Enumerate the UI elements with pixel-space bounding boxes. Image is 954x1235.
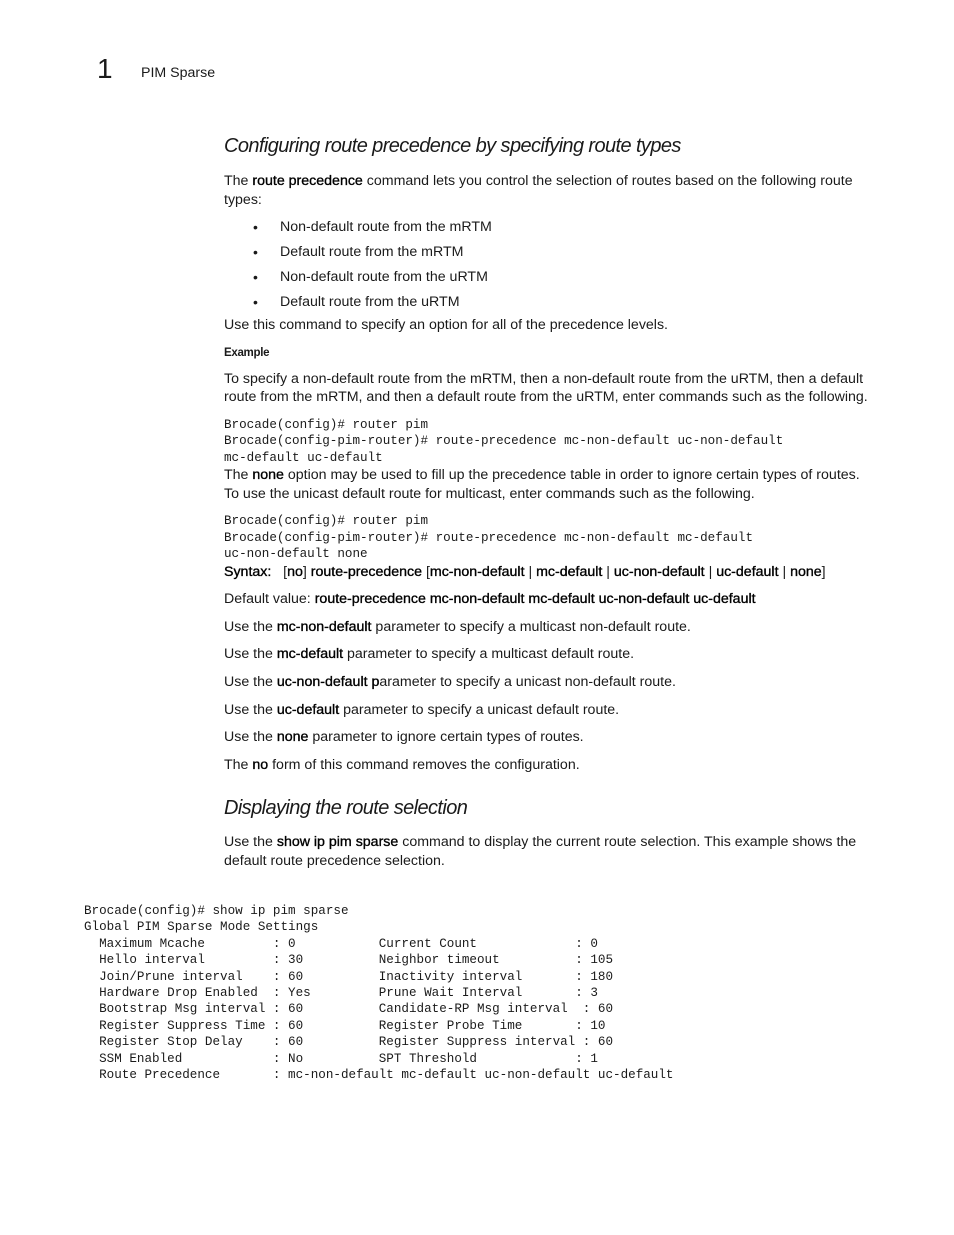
none-option-paragraph: The none option may be used to fill up the precedence table in order to ignore certain types of routes. To use the unicast default route for multicast, enter commands such as the following. bbox=[224, 467, 860, 502]
command-keyword: route precedence bbox=[252, 173, 363, 189]
main-content bbox=[224, 133, 874, 871]
code-block-show-ip-pim-sparse: Brocade(config)# show ip pim sparse Global PIM Sparse Mode Settings Maximum Mcache : 0 Current Count : 0 Hello interval : 30 Neighbor timeout : 105 Join/Prune interval : 60 Inactivity interval : 180 Hardware Drop Enabled : Yes Prune Wait Interval : 3 Bootstrap Msg interval : 60 Candidate-RP Msg interval : 60 Register Suppress Time : 60 Register Probe Time : 10 Register Stop Delay : 60 Register Suppress interval : 60 SSM Enabled : No SPT Threshold : 1 Route Precedence : mc-non-default mc-default uc-non-default uc-default bbox=[84, 904, 674, 1083]
display-paragraph: Use the show ip pim sparse command to display the current route selection. This example shows the default route precedence selection. bbox=[224, 834, 857, 869]
usage-paragraph: Use this command to specify an option for all of the precedence levels. bbox=[224, 317, 668, 334]
parameter-paragraph: Use the uc-default parameter to specify a unicast default route. bbox=[224, 701, 620, 718]
list-item: • Default route from the mRTM bbox=[224, 243, 874, 262]
command-keyword: show ip pim sparse bbox=[276, 834, 399, 851]
example-paragraph: To specify a non-default route from the mRTM, then a non-default route from the uRTM, then a default route from the mRTM, and then a default route from the uRTM, enter commands such as the following. bbox=[224, 370, 868, 406]
parameter-paragraph: Use the uc-non-default parameter to specify a unicast non-default route. bbox=[224, 673, 676, 690]
list-item: • Default route from the uRTM bbox=[224, 293, 874, 312]
code-block-route-precedence-none: Brocade(config)# router pim Brocade(config-pim-router)# route-precedence mc-non-default mc-default uc-non-default none bbox=[224, 514, 754, 562]
section-heading-display-route-selection: Displaying the route selection bbox=[224, 797, 468, 820]
parameter-paragraph: The no form of this command removes the configuration. bbox=[224, 756, 580, 773]
code-block-route-precedence: Brocade(config)# router pim Brocade(config-pim-router)# route-precedence mc-non-default uc-non-default mc-default uc-default bbox=[224, 417, 784, 465]
default-value-line: Default value: route-precedence mc-non-default mc-default uc-non-default uc-default bbox=[224, 591, 756, 608]
example-label: Example bbox=[224, 346, 270, 359]
list-item: • Non-default route from the uRTM bbox=[224, 268, 874, 287]
command-keyword: none bbox=[252, 467, 284, 484]
chapter-number: 1 bbox=[97, 53, 113, 84]
syntax-line: Syntax: [no] route-precedence [mc-non-default | mc-default | uc-non-default | uc-default | none] bbox=[224, 563, 826, 580]
syntax-label: Syntax: bbox=[224, 563, 272, 580]
section-heading-route-precedence: Configuring route precedence by specifying route types bbox=[224, 135, 681, 157]
intro-paragraph: The route precedence command lets you control the selection of routes based on the following route types: bbox=[224, 173, 853, 208]
list-item: • Non-default route from the mRTM bbox=[224, 218, 874, 237]
parameter-paragraph: Use the mc-default parameter to specify a multicast default route. bbox=[224, 646, 635, 663]
default-value: route-precedence mc-non-default mc-default uc-non-default uc-default bbox=[314, 591, 756, 608]
running-header-section: PIM Sparse bbox=[141, 65, 216, 81]
parameter-paragraph: Use the none parameter to ignore certain types of routes. bbox=[224, 729, 584, 746]
parameter-paragraph: Use the mc-non-default parameter to specify a multicast non-default route. bbox=[224, 618, 691, 635]
route-type-list bbox=[224, 218, 874, 312]
